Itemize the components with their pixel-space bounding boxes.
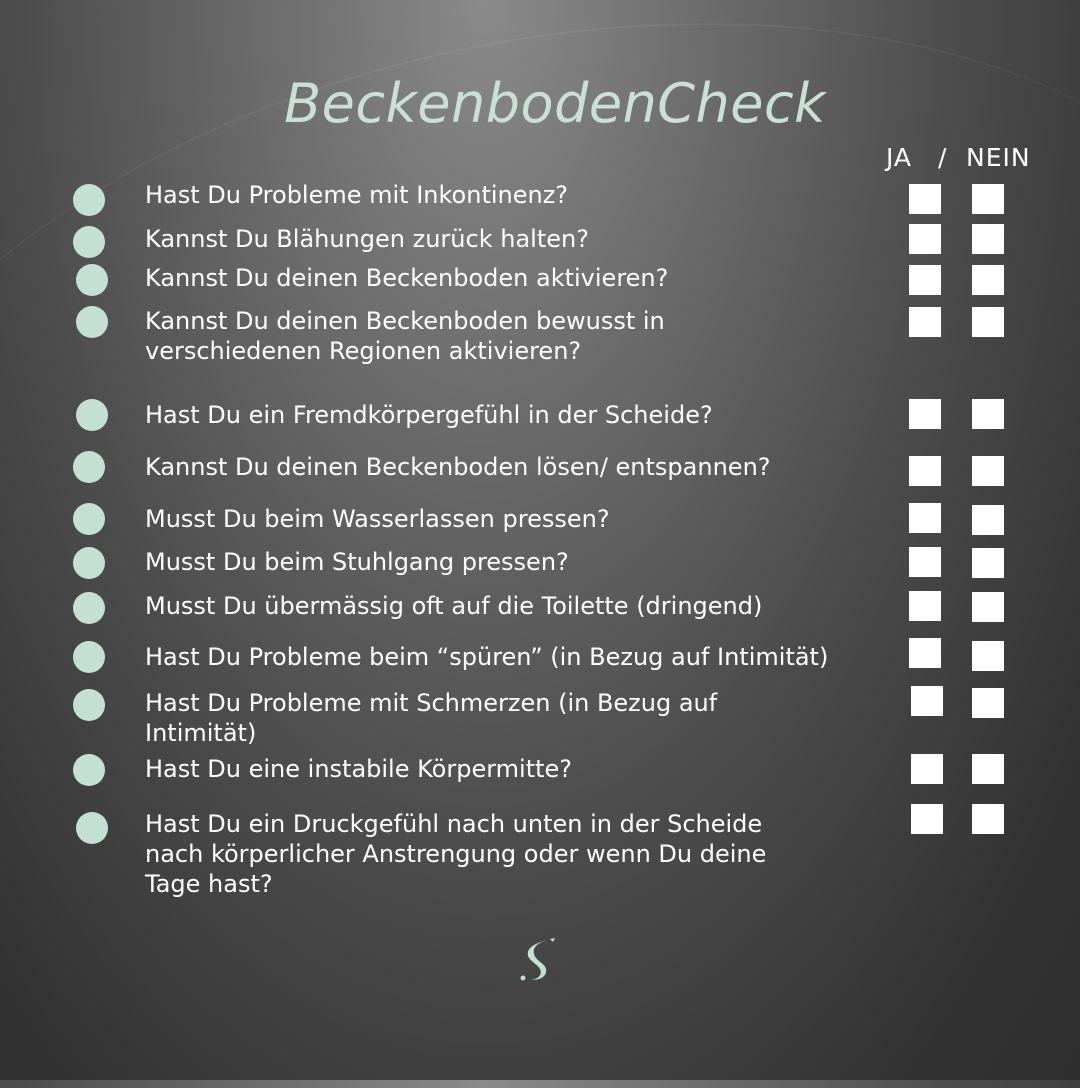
checkbox-nein[interactable] <box>972 804 1004 834</box>
checkbox-ja[interactable] <box>911 754 943 784</box>
brand-s-icon <box>518 938 558 984</box>
question-text: Hast Du Probleme mit Schmerzen (in Bezug auf Intimität) <box>145 689 718 747</box>
checkbox-nein[interactable] <box>972 307 1004 337</box>
checkbox-ja[interactable] <box>909 184 941 214</box>
checkbox-nein[interactable] <box>972 265 1004 295</box>
bullet-icon <box>73 547 105 579</box>
checkbox-ja[interactable] <box>909 224 941 254</box>
bullet-icon <box>73 641 105 673</box>
bullet-icon <box>73 592 105 624</box>
bullet-icon <box>73 451 105 483</box>
checkbox-nein[interactable] <box>972 641 1004 671</box>
checkbox-ja[interactable] <box>909 456 941 486</box>
question-text: Hast Du Probleme beim “spüren” (in Bezug auf Intimität) <box>145 643 829 671</box>
bullet-icon <box>73 689 105 721</box>
checkbox-ja[interactable] <box>909 503 941 533</box>
question-text: Kannst Du deinen Beckenboden lösen/ entspannen? <box>145 453 771 481</box>
checkbox-nein[interactable] <box>972 754 1004 784</box>
column-header-separator: / <box>938 143 948 172</box>
checkbox-ja[interactable] <box>909 265 941 295</box>
question-text: Hast Du ein Fremdkörpergefühl in der Scheide? <box>145 401 713 429</box>
checkbox-nein[interactable] <box>972 688 1004 718</box>
bullet-icon <box>76 306 108 338</box>
checkbox-ja[interactable] <box>909 399 941 429</box>
checkbox-ja[interactable] <box>909 591 941 621</box>
checkbox-ja[interactable] <box>911 686 943 716</box>
checkbox-nein[interactable] <box>972 592 1004 622</box>
question-text: Hast Du Probleme mit Inkontinenz? <box>145 181 569 209</box>
question-text: Musst Du übermässig oft auf die Toilette (dringend) <box>145 592 763 620</box>
question-text: Kannst Du Blähungen zurück halten? <box>145 225 589 253</box>
column-header-yes: JA <box>886 143 913 172</box>
question-text: Musst Du beim Stuhlgang pressen? <box>145 548 569 576</box>
bullet-icon <box>76 264 108 296</box>
question-text: Kannst Du deinen Beckenboden aktivieren? <box>145 264 669 292</box>
question-text: Kannst Du deinen Beckenboden bewusst in verschiedenen Regionen aktivieren? <box>145 307 665 365</box>
bullet-icon <box>76 399 108 431</box>
checkbox-nein[interactable] <box>972 184 1004 214</box>
checkbox-ja[interactable] <box>909 547 941 577</box>
column-header-no: NEIN <box>966 143 1031 172</box>
page-title: BeckenbodenCheck <box>284 72 826 135</box>
checkbox-ja[interactable] <box>909 638 941 668</box>
bullet-icon <box>76 812 108 844</box>
checkbox-nein[interactable] <box>972 399 1004 429</box>
checkbox-nein[interactable] <box>972 456 1004 486</box>
bullet-icon <box>73 226 105 258</box>
bullet-icon <box>73 503 105 535</box>
question-text: Hast Du ein Druckgefühl nach unten in der Scheide nach körperlicher Anstrengung oder wenn Du deine Tage hast? <box>145 810 767 898</box>
bullet-icon <box>73 754 105 786</box>
checkbox-nein[interactable] <box>972 224 1004 254</box>
checkbox-nein[interactable] <box>972 548 1004 578</box>
question-text: Hast Du eine instabile Körpermitte? <box>145 755 573 783</box>
bullet-icon <box>73 184 105 216</box>
checkbox-ja[interactable] <box>909 307 941 337</box>
question-text: Musst Du beim Wasserlassen pressen? <box>145 505 610 533</box>
checkbox-nein[interactable] <box>972 505 1004 535</box>
checkbox-ja[interactable] <box>911 804 943 834</box>
